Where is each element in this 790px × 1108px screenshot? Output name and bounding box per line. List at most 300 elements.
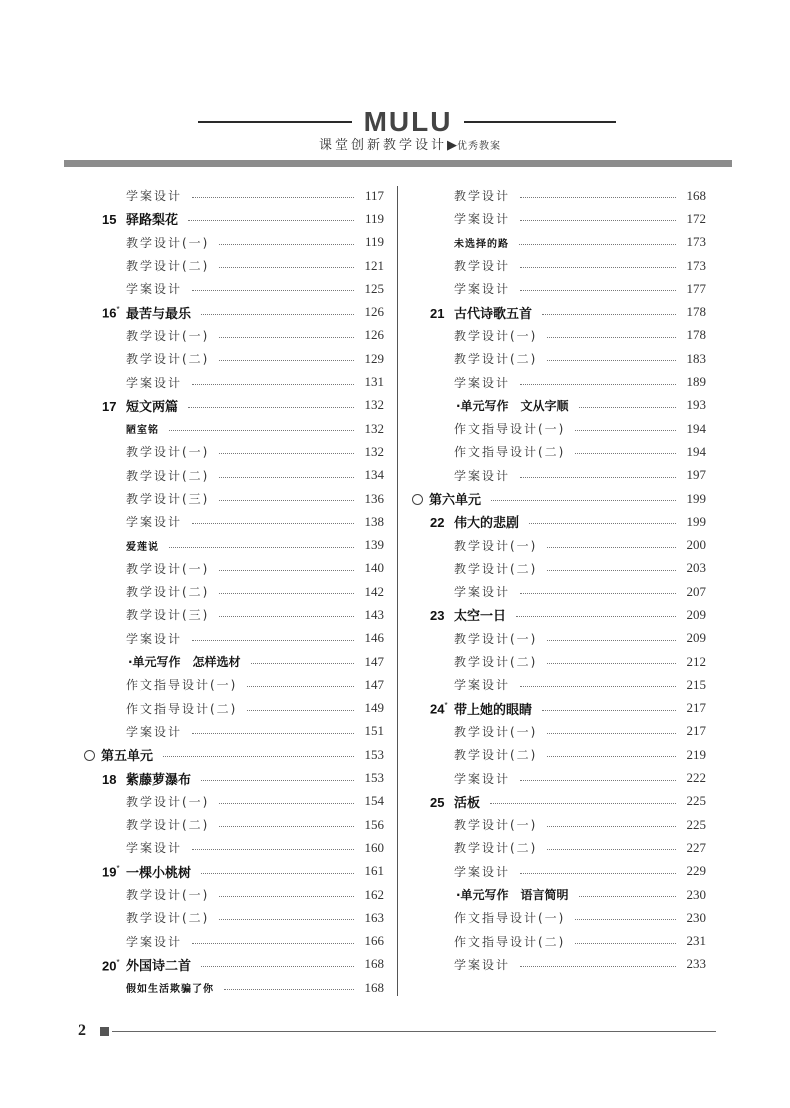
toc-entry-item[interactable]: [80, 627, 384, 650]
toc-entry-label: 教学设计(一): [126, 328, 210, 343]
toc-page-number: 156: [364, 816, 384, 832]
toc-entry-title: [408, 583, 510, 600]
toc-page-number: 161: [364, 863, 384, 879]
dot-leader: [219, 593, 354, 594]
toc-entry-label: 教学设计(一): [454, 328, 538, 343]
lesson-number-text: 19: [102, 864, 117, 880]
toc-entry-item[interactable]: [408, 464, 706, 487]
dot-leader: [520, 593, 676, 594]
toc-entry-title: [408, 443, 565, 460]
toc-entry-sub[interactable]: [80, 533, 384, 556]
toc-entry-item[interactable]: [80, 347, 384, 370]
toc-entry-label: 教学设计(二): [454, 841, 538, 856]
dot-leader: [547, 849, 676, 850]
lesson-number: [102, 305, 126, 320]
toc-entry-title: [80, 583, 209, 600]
toc-entry-label: 假如生活欺骗了你: [126, 984, 214, 996]
toc-entry-item[interactable]: [80, 464, 384, 487]
toc-entry-title: [80, 234, 209, 251]
lesson-number-text: 18: [102, 771, 117, 787]
toc-page-number: 168: [686, 187, 706, 203]
toc-page-number: 126: [364, 304, 384, 320]
dot-leader: [192, 849, 354, 850]
lesson-number-text: 17: [102, 398, 117, 414]
toc-entry-lesson[interactable]: [408, 300, 706, 323]
toc-entry-label: 教学设计(二): [126, 468, 210, 483]
toc-entry-item[interactable]: [80, 603, 384, 626]
toc-entry-title: [408, 816, 537, 833]
toc-entry-title: [408, 489, 481, 508]
toc-entry-item[interactable]: [80, 184, 384, 207]
toc-entry-label: 教学设计(二): [454, 748, 538, 763]
toc-entry-title: [408, 397, 569, 414]
toc-page-number: 207: [686, 583, 706, 599]
toc-entry-item[interactable]: [408, 254, 706, 277]
toc-page-number: 227: [686, 839, 706, 855]
toc-entry-item[interactable]: [408, 813, 706, 836]
dot-leader: [219, 244, 354, 245]
toc-entry-lesson[interactable]: [408, 603, 706, 626]
toc-entry-item[interactable]: [408, 440, 706, 463]
header-rule-left: [198, 121, 352, 123]
footer-square-icon: [100, 1027, 109, 1036]
toc-entry-item[interactable]: [408, 953, 706, 976]
toc-entry-item[interactable]: [408, 533, 706, 556]
toc-page-number: 143: [364, 606, 384, 622]
toc-entry-label: 教学设计(二): [454, 352, 538, 367]
dot-leader: [520, 966, 676, 967]
dot-leader: [575, 430, 676, 431]
dot-leader: [219, 337, 354, 338]
toc-page-number: 212: [686, 653, 706, 669]
toc-entry-item[interactable]: [80, 883, 384, 906]
toc-page-number: 154: [364, 793, 384, 809]
dot-leader: [224, 989, 354, 990]
toc-entry-title: [408, 886, 569, 903]
toc-entry-label: 教学设计(三): [126, 608, 210, 623]
toc-entry-label: 第六单元: [429, 493, 482, 508]
toc-page-number: 140: [364, 560, 384, 576]
self-study-mark: *: [116, 305, 120, 315]
toc-entry-label: 学案设计: [454, 585, 511, 600]
dot-leader: [219, 267, 354, 268]
toc-entry-lesson[interactable]: [80, 394, 384, 417]
toc-entry-title: [80, 467, 209, 484]
self-study-mark: *: [116, 864, 120, 874]
toc-entry-sub[interactable]: [80, 417, 384, 440]
toc-entry-writing[interactable]: [80, 650, 384, 673]
toc-entry-title: [408, 699, 532, 718]
page-title: MULU: [363, 106, 453, 137]
toc-page-number: 194: [686, 420, 706, 436]
toc-entry-title: [80, 606, 209, 623]
toc-entry-item[interactable]: [408, 743, 706, 766]
lesson-number-text: 20: [102, 957, 117, 973]
toc-entry-title: [80, 187, 182, 204]
toc-entry-title: [80, 209, 178, 228]
toc-entry-title: [80, 955, 191, 974]
toc-entry-label: 学案设计: [126, 724, 183, 739]
toc-entry-label: 陋室铭: [126, 425, 159, 437]
toc-page-number: 131: [364, 374, 384, 390]
lesson-number-text: 21: [430, 305, 445, 321]
dot-leader: [547, 570, 676, 571]
dot-leader: [192, 290, 354, 291]
toc-page-number: 230: [686, 886, 706, 902]
toc-entry-label: 一棵小桃树: [126, 865, 192, 881]
toc-entry-label: 作文指导设计(二): [454, 934, 566, 949]
toc-entry-item[interactable]: [80, 836, 384, 859]
dot-leader: [547, 360, 676, 361]
dot-leader: [192, 733, 354, 734]
toc-page-number: 225: [686, 793, 706, 809]
toc-page-number: 215: [686, 676, 706, 692]
toc-entry-item[interactable]: [408, 860, 706, 883]
toc-entry-title: [408, 512, 519, 531]
dot-leader: [219, 500, 354, 501]
toc-entry-sub[interactable]: [408, 231, 706, 254]
toc-entry-title: [80, 538, 159, 553]
unit-circle-icon: [84, 750, 95, 761]
toc-entry-lesson[interactable]: [80, 766, 384, 789]
toc-entry-label: 学案设计: [454, 468, 511, 483]
dot-leader: [519, 244, 676, 245]
toc-entry-lesson[interactable]: [408, 510, 706, 533]
toc-entry-item[interactable]: [80, 277, 384, 300]
dot-leader: [219, 570, 354, 571]
toc-entry-label: 学案设计: [126, 189, 183, 204]
toc-entry-item[interactable]: [80, 254, 384, 277]
toc-page-number: 230: [686, 909, 706, 925]
toc-entry-title: [80, 676, 237, 693]
toc-entry-label: 学案设计: [126, 515, 183, 530]
toc-entry-label: ·单元写作 怎样选材: [128, 655, 241, 670]
toc-page-number: 147: [364, 653, 384, 669]
toc-entry-item[interactable]: [408, 184, 706, 207]
toc-entry-item[interactable]: [80, 720, 384, 743]
toc-entry-label: 教学设计(一): [126, 888, 210, 903]
toc-entry-title: [80, 769, 191, 788]
toc-entry-title: [408, 350, 537, 367]
toc-page-number: 229: [686, 863, 706, 879]
toc-page-number: 153: [364, 746, 384, 762]
toc-entry-title: [80, 933, 182, 950]
toc-entry-title: [408, 746, 537, 763]
toc-entry-item[interactable]: [80, 697, 384, 720]
subtitle-tag: 优秀教案: [457, 141, 501, 152]
toc-entry-label: 学案设计: [454, 957, 511, 972]
toc-entry-item[interactable]: [80, 906, 384, 929]
toc-page-number: 172: [686, 210, 706, 226]
toc-entry-title: [408, 537, 537, 554]
toc-entry-label: 教学设计: [454, 189, 511, 204]
toc-entry-title: [408, 676, 510, 693]
toc-page-number: 126: [364, 327, 384, 343]
toc-page-number: 217: [686, 700, 706, 716]
toc-entry-title: [408, 210, 510, 227]
toc-entry-title: [408, 187, 510, 204]
dot-leader: [490, 803, 676, 804]
toc-entry-label: 未选择的路: [454, 238, 509, 250]
toc-page-number: 200: [686, 537, 706, 553]
toc-page-number: 119: [364, 210, 384, 226]
toc-entry-title: [80, 862, 191, 881]
toc-page-number: 147: [364, 676, 384, 692]
toc-entry-label: 学案设计: [454, 864, 511, 879]
toc-entry-title: [408, 933, 565, 950]
column-divider: [397, 186, 398, 996]
toc-entry-item[interactable]: [408, 277, 706, 300]
lesson-number-text: 22: [430, 515, 445, 531]
header-bar: [64, 160, 732, 167]
lesson-number: [102, 864, 126, 879]
dot-leader: [547, 826, 676, 827]
dot-leader: [201, 873, 354, 874]
toc-entry-lesson[interactable]: [408, 697, 706, 720]
lesson-number-text: 15: [102, 212, 117, 228]
lesson-number-text: 23: [430, 608, 445, 624]
toc-entry-title: [80, 560, 209, 577]
toc-entry-item[interactable]: [80, 790, 384, 813]
toc-entry-item[interactable]: [408, 417, 706, 440]
dot-leader: [575, 919, 676, 920]
toc-page-number: 231: [686, 933, 706, 949]
dot-leader: [192, 640, 354, 641]
toc-entry-item[interactable]: [80, 580, 384, 603]
toc-entry-lesson[interactable]: [80, 207, 384, 230]
lesson-number: [102, 399, 126, 414]
lesson-number: [430, 515, 454, 530]
toc-page-number: 162: [364, 886, 384, 902]
toc-entry-label: 伟大的悲剧: [454, 516, 520, 532]
toc-entry-title: [80, 396, 178, 415]
toc-entry-title: [80, 421, 159, 436]
toc-entry-label: 短文两篇: [126, 399, 179, 415]
lesson-number: [430, 795, 454, 810]
toc-page-number: 194: [686, 443, 706, 459]
lesson-number: [102, 212, 126, 227]
toc-entry-title: [80, 723, 182, 740]
dot-leader: [192, 197, 354, 198]
toc-page-number: 125: [364, 280, 384, 296]
toc-page-number: 146: [364, 630, 384, 646]
toc-page-number: 134: [364, 467, 384, 483]
self-study-mark: *: [116, 957, 120, 967]
toc-page-number: 217: [686, 723, 706, 739]
toc-page-number: 142: [364, 583, 384, 599]
toc-entry-label: 教学设计(一): [454, 724, 538, 739]
toc-entry-title: [80, 816, 209, 833]
toc-entry-label: 教学设计(二): [126, 818, 210, 833]
dot-leader: [219, 803, 354, 804]
toc-entry-title: [408, 280, 510, 297]
dot-leader: [219, 896, 354, 897]
toc-entry-label: 学案设计: [454, 375, 511, 390]
dot-leader: [188, 220, 354, 221]
dot-leader: [547, 547, 676, 548]
toc-entry-label: 太空一日: [454, 609, 507, 625]
toc-entry-item[interactable]: [408, 930, 706, 953]
toc-entry-title: [80, 327, 209, 344]
toc-entry-item[interactable]: [408, 650, 706, 673]
toc-entry-lesson[interactable]: [408, 790, 706, 813]
toc-entry-title: [80, 630, 182, 647]
toc-entry-item[interactable]: [80, 324, 384, 347]
dot-leader: [219, 919, 354, 920]
toc-page-number: 189: [686, 374, 706, 390]
toc-entry-label: 带上她的眼睛: [454, 702, 533, 718]
toc-entry-writing[interactable]: [408, 394, 706, 417]
dot-leader: [169, 430, 354, 431]
toc-entry-label: 教学设计: [454, 259, 511, 274]
toc-entry-item[interactable]: [408, 627, 706, 650]
toc-entry-unit[interactable]: [408, 487, 706, 510]
toc-entry-title: [80, 443, 209, 460]
toc-entry-item[interactable]: [80, 557, 384, 580]
toc-entry-item[interactable]: [408, 557, 706, 580]
toc-entry-label: 教学设计(二): [126, 585, 210, 600]
toc-entry-label: 学案设计: [126, 934, 183, 949]
dot-leader: [579, 896, 676, 897]
toc-entry-title: [80, 303, 191, 322]
dot-leader: [192, 523, 354, 524]
toc-entry-label: ·单元写作 语言简明: [456, 888, 569, 903]
header-rule-right: [464, 121, 616, 123]
dot-leader: [247, 710, 354, 711]
dot-leader: [188, 407, 354, 408]
toc-entry-title: [80, 257, 209, 274]
dot-leader: [547, 337, 676, 338]
lesson-number: [102, 772, 126, 787]
dot-leader: [201, 314, 354, 315]
toc-page-number: 173: [686, 257, 706, 273]
toc-entry-title: [80, 793, 209, 810]
toc-entry-label: 学案设计: [454, 282, 511, 297]
dot-leader: [542, 314, 676, 315]
toc-entry-item[interactable]: [408, 720, 706, 743]
toc-entry-label: 教学设计(二): [126, 259, 210, 274]
toc-entry-title: [408, 257, 510, 274]
lesson-number: [430, 306, 454, 321]
toc-entry-label: 最苦与最乐: [126, 306, 192, 322]
toc-entry-title: [408, 770, 510, 787]
dot-leader: [251, 663, 354, 664]
toc-entry-item[interactable]: [80, 370, 384, 393]
dot-leader: [547, 640, 676, 641]
dot-leader: [520, 290, 676, 291]
lesson-number: [430, 608, 454, 623]
toc-page-number: 222: [686, 770, 706, 786]
toc-entry-title: [80, 980, 214, 995]
toc-page-number: 151: [364, 723, 384, 739]
toc-page-number: 233: [686, 956, 706, 972]
toc-entry-item[interactable]: [408, 324, 706, 347]
toc-page-number: 197: [686, 467, 706, 483]
toc-entry-item[interactable]: [80, 231, 384, 254]
toc-entry-sub[interactable]: [80, 976, 384, 999]
toc-entry-label: ·单元写作 文从字顺: [456, 398, 569, 413]
toc-entry-item[interactable]: [408, 580, 706, 603]
toc-entry-item[interactable]: [80, 487, 384, 510]
dot-leader: [516, 616, 676, 617]
dot-leader: [520, 220, 676, 221]
toc-page-number: 199: [686, 513, 706, 529]
toc-page-number: 139: [364, 537, 384, 553]
dot-leader: [163, 756, 354, 757]
toc-entry-label: 活板: [454, 795, 481, 811]
toc-entry-label: 教学设计(一): [126, 235, 210, 250]
toc-entry-item[interactable]: [408, 370, 706, 393]
toc-page-number: 153: [364, 770, 384, 786]
toc-entry-item[interactable]: [408, 347, 706, 370]
toc-entry-label: 学案设计: [454, 678, 511, 693]
toc-entry-unit[interactable]: [80, 743, 384, 766]
toc-entry-lesson[interactable]: [80, 953, 384, 976]
toc-entry-item[interactable]: [408, 766, 706, 789]
toc-entry-item[interactable]: [408, 906, 706, 929]
play-arrow-icon: ▶: [447, 138, 457, 153]
toc-entry-title: [408, 605, 506, 624]
dot-leader: [547, 733, 676, 734]
toc-entry-lesson[interactable]: [80, 860, 384, 883]
toc-entry-item[interactable]: [408, 207, 706, 230]
toc-entry-title: [408, 303, 532, 322]
toc-entry-writing[interactable]: [408, 883, 706, 906]
toc-entry-title: [408, 420, 565, 437]
toc-entry-title: [80, 374, 182, 391]
toc-entry-label: 学案设计: [126, 375, 183, 390]
toc-right-column: [408, 184, 706, 976]
footer-rule: [112, 1031, 716, 1032]
unit-circle-icon: [412, 494, 423, 505]
toc-entry-item[interactable]: [80, 673, 384, 696]
toc-entry-title: [408, 723, 537, 740]
toc-entry-title: [80, 886, 209, 903]
toc-entry-label: 教学设计(二): [454, 561, 538, 576]
toc-entry-title: [408, 863, 510, 880]
toc-entry-label: 作文指导设计(一): [454, 422, 566, 437]
lesson-number: [102, 958, 126, 973]
dot-leader: [219, 826, 354, 827]
dot-leader: [192, 384, 354, 385]
toc-entry-title: [80, 909, 209, 926]
dot-leader: [219, 477, 354, 478]
toc-page-number: 149: [364, 700, 384, 716]
toc-entry-label: 学案设计: [454, 771, 511, 786]
toc-entry-item[interactable]: [80, 813, 384, 836]
toc-page-number: 178: [686, 327, 706, 343]
toc-entry-item[interactable]: [408, 836, 706, 859]
toc-entry-label: 驿路梨花: [126, 213, 179, 229]
toc-entry-item[interactable]: [408, 673, 706, 696]
toc-page-number: 199: [686, 490, 706, 506]
toc-entry-title: [408, 327, 537, 344]
toc-page-number: 119: [364, 234, 384, 250]
toc-entry-lesson[interactable]: [80, 300, 384, 323]
toc-entry-label: 学案设计: [126, 631, 183, 646]
dot-leader: [547, 663, 676, 664]
dot-leader: [520, 197, 676, 198]
toc-entry-item[interactable]: [80, 930, 384, 953]
toc-page-number: 129: [364, 350, 384, 366]
toc-entry-label: 学案设计: [454, 212, 511, 227]
dot-leader: [520, 780, 676, 781]
toc-entry-item[interactable]: [80, 440, 384, 463]
dot-leader: [201, 780, 354, 781]
toc-page-number: 117: [364, 187, 384, 203]
toc-entry-item[interactable]: [80, 510, 384, 533]
toc-entry-title: [80, 839, 182, 856]
